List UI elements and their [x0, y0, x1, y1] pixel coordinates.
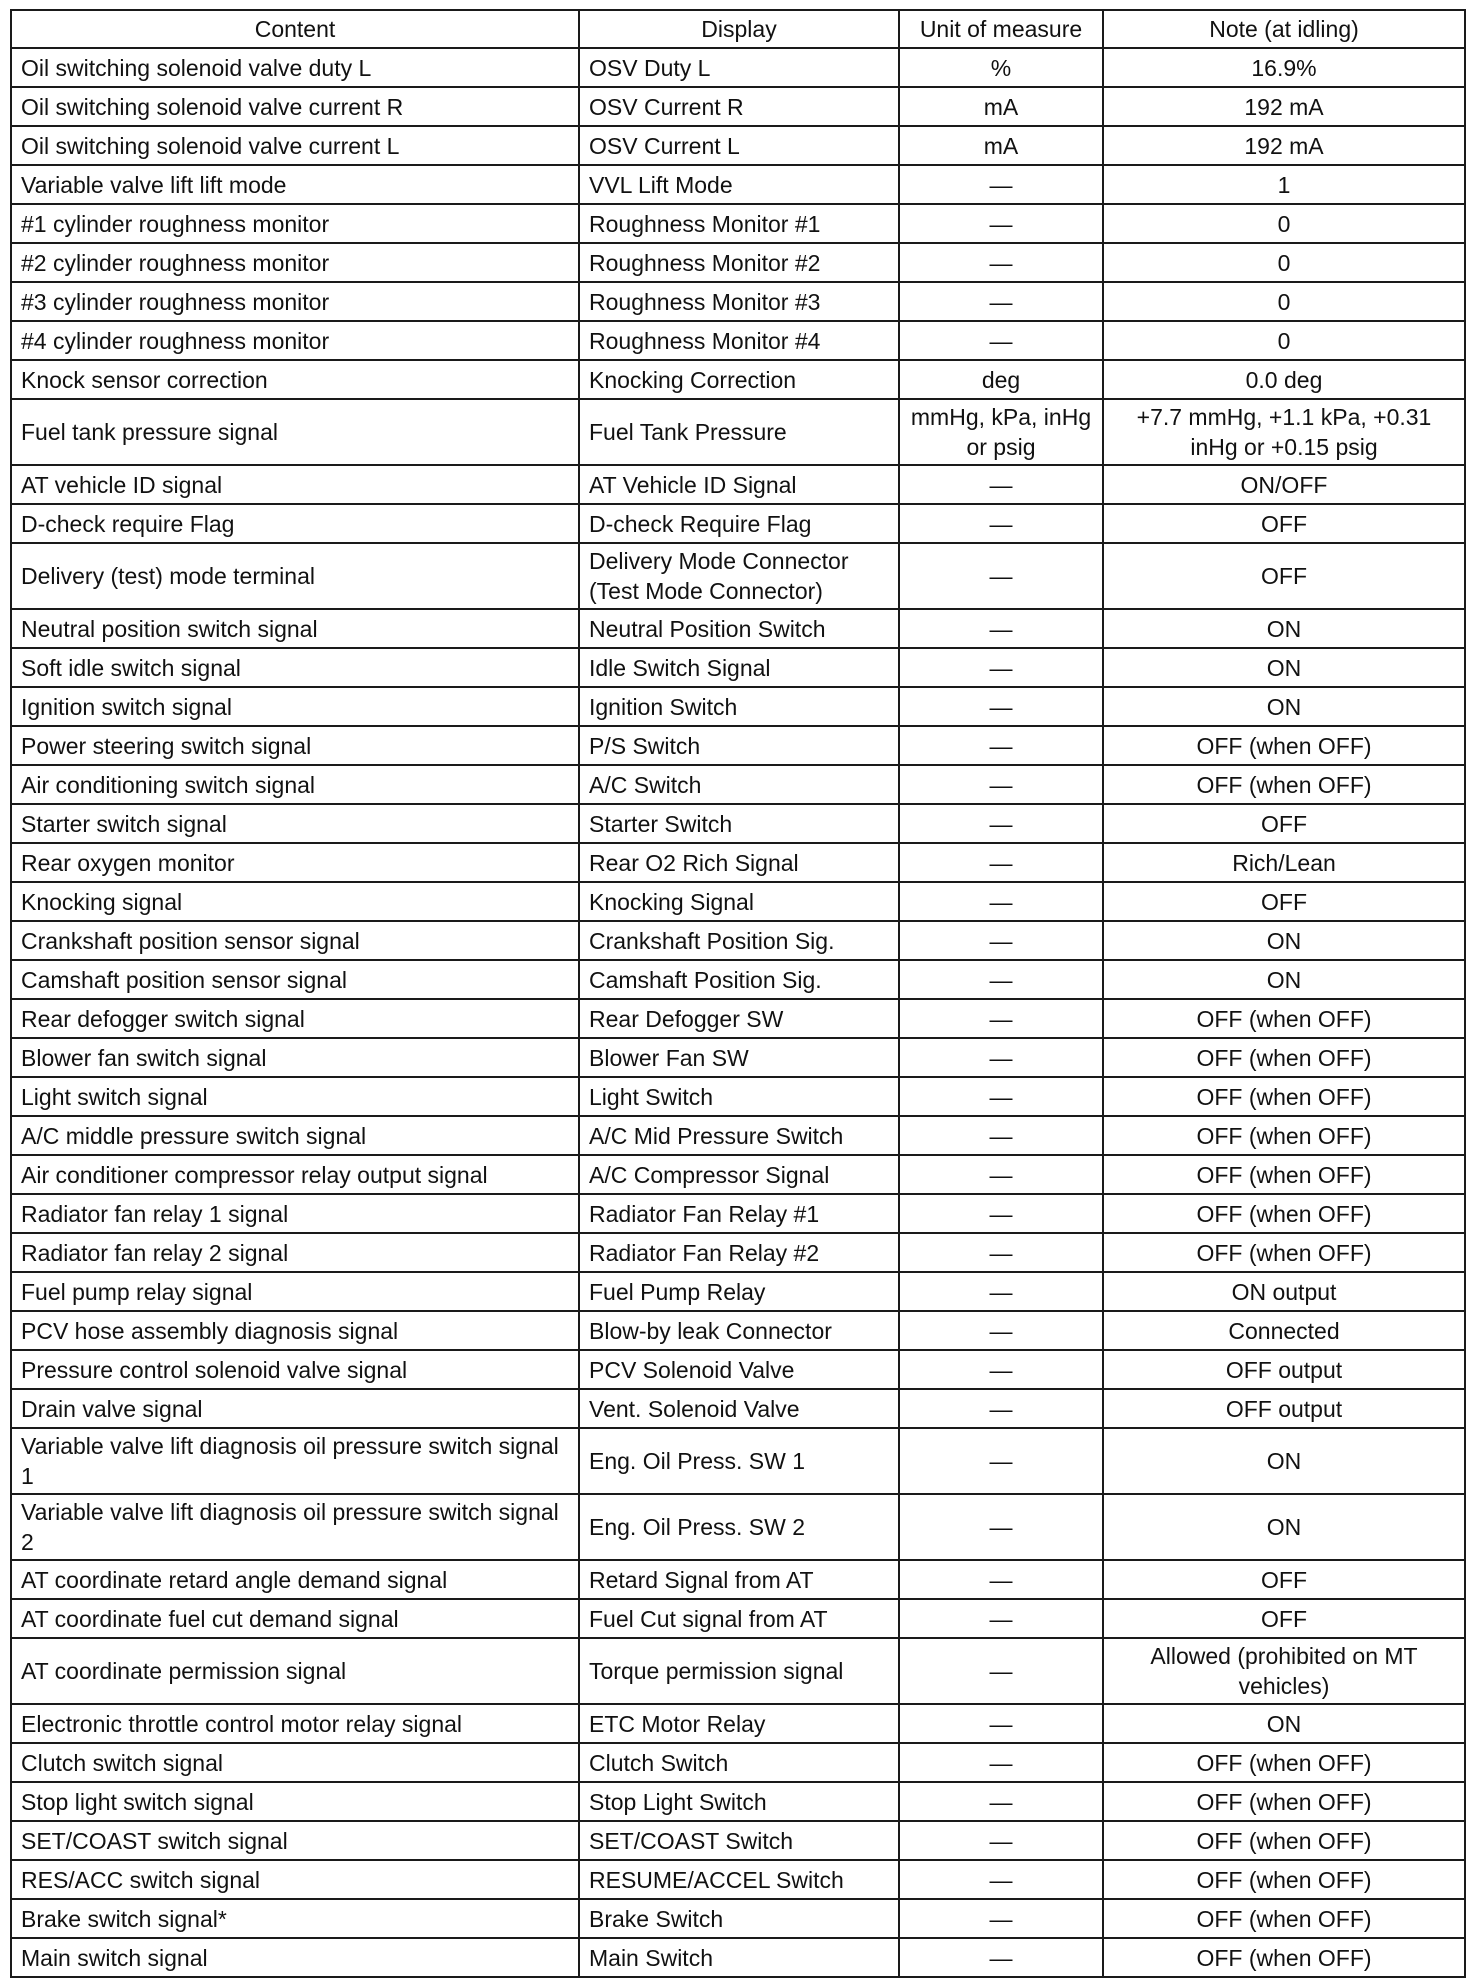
- table-row: [11, 465, 1465, 504]
- table-row: [11, 126, 1465, 165]
- table-row: [11, 243, 1465, 282]
- cell-content: AT vehicle ID signal: [11, 465, 579, 504]
- cell-content: Camshaft position sensor signal: [11, 960, 579, 999]
- cell-content: #3 cylinder roughness monitor: [11, 282, 579, 321]
- cell-content: SET/COAST switch signal: [11, 1821, 579, 1860]
- cell-content: Ignition switch signal: [11, 687, 579, 726]
- cell-note: OFF (when OFF): [1103, 1743, 1465, 1782]
- cell-unit: —: [899, 687, 1103, 726]
- header-row: [11, 10, 1465, 48]
- table-row: [11, 1860, 1465, 1899]
- table-row: [11, 687, 1465, 726]
- cell-content: Rear oxygen monitor: [11, 843, 579, 882]
- cell-unit: %: [899, 48, 1103, 87]
- cell-note: OFF: [1103, 882, 1465, 921]
- cell-content: Soft idle switch signal: [11, 648, 579, 687]
- cell-note: ON: [1103, 921, 1465, 960]
- table-row: [11, 999, 1465, 1038]
- table-row: [11, 1704, 1465, 1743]
- table-row: [11, 648, 1465, 687]
- cell-content: AT coordinate permission signal: [11, 1638, 579, 1704]
- table-row: [11, 543, 1465, 609]
- cell-display: Light Switch: [579, 1077, 899, 1116]
- cell-content: #2 cylinder roughness monitor: [11, 243, 579, 282]
- cell-content: PCV hose assembly diagnosis signal: [11, 1311, 579, 1350]
- cell-display: A/C Compressor Signal: [579, 1155, 899, 1194]
- cell-content: Electronic throttle control motor relay signal: [11, 1704, 579, 1743]
- cell-unit: —: [899, 1350, 1103, 1389]
- cell-content: Blower fan switch signal: [11, 1038, 579, 1077]
- cell-display: Blower Fan SW: [579, 1038, 899, 1077]
- cell-display: SET/COAST Switch: [579, 1821, 899, 1860]
- cell-unit: —: [899, 726, 1103, 765]
- cell-unit: —: [899, 1860, 1103, 1899]
- cell-content: Light switch signal: [11, 1077, 579, 1116]
- cell-display: Retard Signal from AT: [579, 1560, 899, 1599]
- table-row: [11, 1821, 1465, 1860]
- cell-display: Torque permission signal: [579, 1638, 899, 1704]
- cell-note: 0: [1103, 243, 1465, 282]
- cell-unit: —: [899, 1899, 1103, 1938]
- cell-display: Delivery Mode Connector (Test Mode Connector): [579, 543, 899, 609]
- cell-display: A/C Mid Pressure Switch: [579, 1116, 899, 1155]
- table-row: [11, 1389, 1465, 1428]
- cell-content: Starter switch signal: [11, 804, 579, 843]
- cell-display: ETC Motor Relay: [579, 1704, 899, 1743]
- table-row: [11, 1155, 1465, 1194]
- cell-content: Fuel pump relay signal: [11, 1272, 579, 1311]
- cell-note: OFF (when OFF): [1103, 1155, 1465, 1194]
- cell-display: Roughness Monitor #4: [579, 321, 899, 360]
- header-note: Note (at idling): [1103, 10, 1465, 48]
- cell-display: Ignition Switch: [579, 687, 899, 726]
- cell-unit: deg: [899, 360, 1103, 399]
- table-body: [11, 48, 1465, 1977]
- table-row: [11, 1350, 1465, 1389]
- cell-display: Fuel Cut signal from AT: [579, 1599, 899, 1638]
- cell-note: ON: [1103, 960, 1465, 999]
- table-row: [11, 1938, 1465, 1977]
- cell-unit: —: [899, 921, 1103, 960]
- cell-note: 192 mA: [1103, 126, 1465, 165]
- table-row: [11, 1560, 1465, 1599]
- cell-unit: —: [899, 999, 1103, 1038]
- cell-note: OFF (when OFF): [1103, 1116, 1465, 1155]
- cell-content: Neutral position switch signal: [11, 609, 579, 648]
- cell-note: OFF (when OFF): [1103, 1899, 1465, 1938]
- cell-note: Connected: [1103, 1311, 1465, 1350]
- cell-note: ON: [1103, 648, 1465, 687]
- cell-unit: —: [899, 1428, 1103, 1494]
- cell-unit: —: [899, 1233, 1103, 1272]
- table-row: [11, 1599, 1465, 1638]
- cell-content: Fuel tank pressure signal: [11, 399, 579, 465]
- cell-unit: —: [899, 504, 1103, 543]
- cell-unit: —: [899, 1782, 1103, 1821]
- cell-display: AT Vehicle ID Signal: [579, 465, 899, 504]
- cell-content: Delivery (test) mode terminal: [11, 543, 579, 609]
- cell-content: A/C middle pressure switch signal: [11, 1116, 579, 1155]
- header-content: Content: [11, 10, 579, 48]
- cell-note: OFF: [1103, 1560, 1465, 1599]
- cell-note: OFF output: [1103, 1389, 1465, 1428]
- cell-display: P/S Switch: [579, 726, 899, 765]
- cell-unit: —: [899, 243, 1103, 282]
- cell-content: D-check require Flag: [11, 504, 579, 543]
- cell-unit: —: [899, 1638, 1103, 1704]
- cell-note: OFF (when OFF): [1103, 1860, 1465, 1899]
- cell-display: Rear O2 Rich Signal: [579, 843, 899, 882]
- cell-unit: —: [899, 1599, 1103, 1638]
- cell-unit: —: [899, 960, 1103, 999]
- cell-content: Crankshaft position sensor signal: [11, 921, 579, 960]
- cell-display: Fuel Pump Relay: [579, 1272, 899, 1311]
- cell-note: OFF (when OFF): [1103, 1938, 1465, 1977]
- cell-unit: —: [899, 165, 1103, 204]
- cell-unit: —: [899, 1704, 1103, 1743]
- cell-display: Main Switch: [579, 1938, 899, 1977]
- cell-content: Power steering switch signal: [11, 726, 579, 765]
- table-row: [11, 1272, 1465, 1311]
- cell-display: VVL Lift Mode: [579, 165, 899, 204]
- cell-content: Variable valve lift diagnosis oil pressure switch signal 1: [11, 1428, 579, 1494]
- cell-note: ON output: [1103, 1272, 1465, 1311]
- table-row: [11, 960, 1465, 999]
- cell-note: 16.9%: [1103, 48, 1465, 87]
- cell-unit: —: [899, 1821, 1103, 1860]
- cell-display: OSV Current R: [579, 87, 899, 126]
- cell-display: PCV Solenoid Valve: [579, 1350, 899, 1389]
- table-row: [11, 1743, 1465, 1782]
- cell-note: OFF (when OFF): [1103, 1194, 1465, 1233]
- cell-content: #1 cylinder roughness monitor: [11, 204, 579, 243]
- table-row: [11, 48, 1465, 87]
- table-row: [11, 1782, 1465, 1821]
- table-row: [11, 1899, 1465, 1938]
- cell-content: Radiator fan relay 1 signal: [11, 1194, 579, 1233]
- cell-note: OFF output: [1103, 1350, 1465, 1389]
- cell-content: RES/ACC switch signal: [11, 1860, 579, 1899]
- table-row: [11, 504, 1465, 543]
- cell-note: OFF: [1103, 543, 1465, 609]
- table-row: [11, 1428, 1465, 1494]
- cell-note: OFF (when OFF): [1103, 1038, 1465, 1077]
- cell-unit: —: [899, 1077, 1103, 1116]
- cell-unit: —: [899, 804, 1103, 843]
- cell-note: ON/OFF: [1103, 465, 1465, 504]
- cell-content: Brake switch signal*: [11, 1899, 579, 1938]
- cell-content: Knock sensor correction: [11, 360, 579, 399]
- cell-unit: —: [899, 609, 1103, 648]
- cell-display: Idle Switch Signal: [579, 648, 899, 687]
- table-row: [11, 882, 1465, 921]
- table-row: [11, 804, 1465, 843]
- cell-unit: mA: [899, 87, 1103, 126]
- header-display: Display: [579, 10, 899, 48]
- cell-display: OSV Duty L: [579, 48, 899, 87]
- cell-display: Eng. Oil Press. SW 2: [579, 1494, 899, 1560]
- cell-display: Crankshaft Position Sig.: [579, 921, 899, 960]
- table-row: [11, 726, 1465, 765]
- table-row: [11, 204, 1465, 243]
- cell-content: Air conditioner compressor relay output signal: [11, 1155, 579, 1194]
- cell-note: 0: [1103, 282, 1465, 321]
- cell-display: Brake Switch: [579, 1899, 899, 1938]
- cell-display: Eng. Oil Press. SW 1: [579, 1428, 899, 1494]
- cell-note: ON: [1103, 1428, 1465, 1494]
- cell-unit: —: [899, 282, 1103, 321]
- cell-unit: —: [899, 465, 1103, 504]
- cell-content: Clutch switch signal: [11, 1743, 579, 1782]
- cell-note: ON: [1103, 1704, 1465, 1743]
- cell-content: Oil switching solenoid valve duty L: [11, 48, 579, 87]
- cell-content: AT coordinate fuel cut demand signal: [11, 1599, 579, 1638]
- cell-display: Knocking Signal: [579, 882, 899, 921]
- cell-display: Knocking Correction: [579, 360, 899, 399]
- table-row: [11, 87, 1465, 126]
- cell-display: Stop Light Switch: [579, 1782, 899, 1821]
- cell-unit: —: [899, 321, 1103, 360]
- cell-note: 0: [1103, 321, 1465, 360]
- cell-content: Pressure control solenoid valve signal: [11, 1350, 579, 1389]
- cell-note: Rich/Lean: [1103, 843, 1465, 882]
- table-row: [11, 1233, 1465, 1272]
- cell-display: Clutch Switch: [579, 1743, 899, 1782]
- cell-note: ON: [1103, 609, 1465, 648]
- cell-unit: —: [899, 1155, 1103, 1194]
- cell-unit: —: [899, 204, 1103, 243]
- cell-display: OSV Current L: [579, 126, 899, 165]
- table-row: [11, 1494, 1465, 1560]
- cell-note: 0: [1103, 204, 1465, 243]
- table-row: [11, 165, 1465, 204]
- cell-unit: —: [899, 1038, 1103, 1077]
- cell-note: OFF (when OFF): [1103, 765, 1465, 804]
- table-row: [11, 765, 1465, 804]
- table-row: [11, 843, 1465, 882]
- table-row: [11, 321, 1465, 360]
- table-row: [11, 921, 1465, 960]
- cell-display: Rear Defogger SW: [579, 999, 899, 1038]
- cell-note: OFF: [1103, 804, 1465, 843]
- header-unit: Unit of measure: [899, 10, 1103, 48]
- cell-note: 192 mA: [1103, 87, 1465, 126]
- cell-unit: —: [899, 648, 1103, 687]
- cell-note: OFF (when OFF): [1103, 1821, 1465, 1860]
- cell-unit: —: [899, 1494, 1103, 1560]
- cell-display: Radiator Fan Relay #2: [579, 1233, 899, 1272]
- cell-note: OFF (when OFF): [1103, 1782, 1465, 1821]
- cell-unit: —: [899, 765, 1103, 804]
- table-row: [11, 1077, 1465, 1116]
- cell-note: 0.0 deg: [1103, 360, 1465, 399]
- cell-content: Drain valve signal: [11, 1389, 579, 1428]
- cell-content: Variable valve lift lift mode: [11, 165, 579, 204]
- cell-display: Radiator Fan Relay #1: [579, 1194, 899, 1233]
- cell-content: Oil switching solenoid valve current L: [11, 126, 579, 165]
- cell-content: Variable valve lift diagnosis oil pressure switch signal 2: [11, 1494, 579, 1560]
- cell-unit: —: [899, 543, 1103, 609]
- cell-content: Oil switching solenoid valve current R: [11, 87, 579, 126]
- cell-display: Camshaft Position Sig.: [579, 960, 899, 999]
- cell-display: Vent. Solenoid Valve: [579, 1389, 899, 1428]
- cell-display: A/C Switch: [579, 765, 899, 804]
- cell-display: Neutral Position Switch: [579, 609, 899, 648]
- cell-unit: —: [899, 1194, 1103, 1233]
- cell-unit: —: [899, 1116, 1103, 1155]
- table-row: [11, 1638, 1465, 1704]
- cell-display: D-check Require Flag: [579, 504, 899, 543]
- table-row: [11, 399, 1465, 465]
- cell-unit: —: [899, 1272, 1103, 1311]
- table-row: [11, 282, 1465, 321]
- cell-note: ON: [1103, 687, 1465, 726]
- cell-display: Roughness Monitor #3: [579, 282, 899, 321]
- cell-unit: —: [899, 1389, 1103, 1428]
- table-row: [11, 609, 1465, 648]
- cell-note: OFF (when OFF): [1103, 1233, 1465, 1272]
- data-monitor-table: [10, 9, 1466, 1978]
- cell-unit: —: [899, 882, 1103, 921]
- cell-note: OFF (when OFF): [1103, 1077, 1465, 1116]
- cell-content: Main switch signal: [11, 1938, 579, 1977]
- cell-content: AT coordinate retard angle demand signal: [11, 1560, 579, 1599]
- cell-note: OFF (when OFF): [1103, 726, 1465, 765]
- cell-note: OFF: [1103, 1599, 1465, 1638]
- cell-content: Stop light switch signal: [11, 1782, 579, 1821]
- cell-unit: —: [899, 1938, 1103, 1977]
- table-row: [11, 1194, 1465, 1233]
- cell-display: Roughness Monitor #1: [579, 204, 899, 243]
- cell-content: Rear defogger switch signal: [11, 999, 579, 1038]
- cell-content: Knocking signal: [11, 882, 579, 921]
- cell-unit: mmHg, kPa, inHg or psig: [899, 399, 1103, 465]
- cell-unit: mA: [899, 126, 1103, 165]
- cell-display: Roughness Monitor #2: [579, 243, 899, 282]
- cell-note: ON: [1103, 1494, 1465, 1560]
- cell-unit: —: [899, 1743, 1103, 1782]
- cell-display: Starter Switch: [579, 804, 899, 843]
- table-row: [11, 360, 1465, 399]
- cell-content: Air conditioning switch signal: [11, 765, 579, 804]
- cell-note: OFF (when OFF): [1103, 999, 1465, 1038]
- cell-unit: —: [899, 1311, 1103, 1350]
- table-row: [11, 1116, 1465, 1155]
- cell-display: Blow-by leak Connector: [579, 1311, 899, 1350]
- cell-note: OFF: [1103, 504, 1465, 543]
- cell-content: #4 cylinder roughness monitor: [11, 321, 579, 360]
- cell-unit: —: [899, 1560, 1103, 1599]
- cell-content: Radiator fan relay 2 signal: [11, 1233, 579, 1272]
- table-row: [11, 1038, 1465, 1077]
- cell-note: 1: [1103, 165, 1465, 204]
- cell-note: +7.7 mmHg, +1.1 kPa, +0.31 inHg or +0.15 psig: [1103, 399, 1465, 465]
- table-row: [11, 1311, 1465, 1350]
- cell-display: Fuel Tank Pressure: [579, 399, 899, 465]
- cell-display: RESUME/ACCEL Switch: [579, 1860, 899, 1899]
- cell-note: Allowed (prohibited on MT vehicles): [1103, 1638, 1465, 1704]
- cell-unit: —: [899, 843, 1103, 882]
